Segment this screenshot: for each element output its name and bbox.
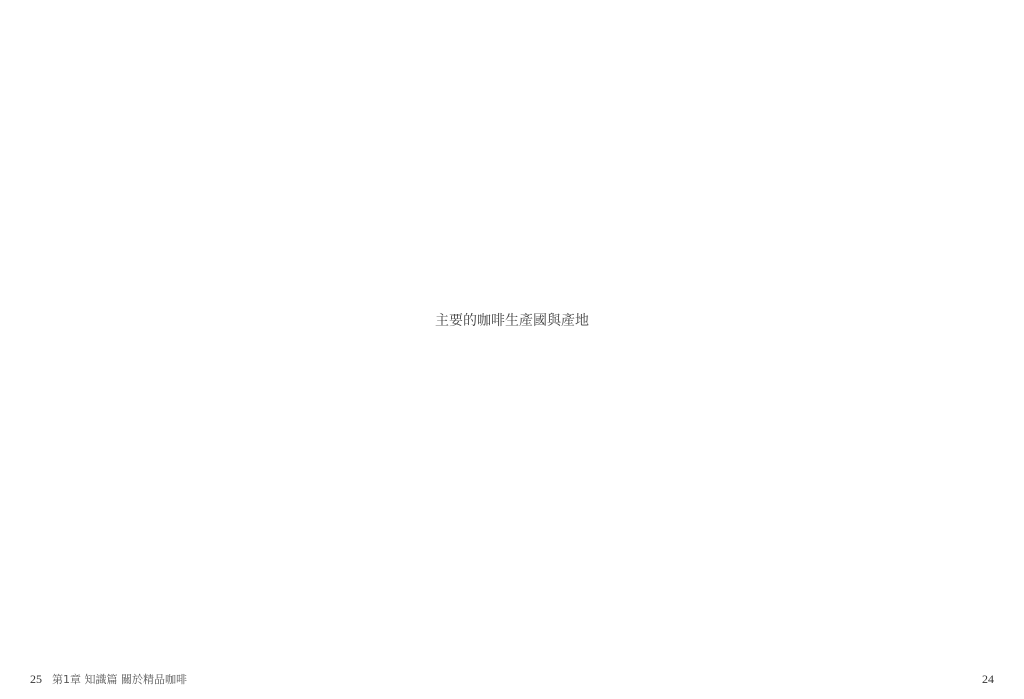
footer: 第1章 知識篇 關於精品咖啡	[52, 673, 187, 686]
right-page-number: 24	[982, 672, 994, 686]
map-title: 主要的咖啡生產國與產地	[435, 312, 589, 328]
left-page-number: 25	[30, 672, 42, 686]
